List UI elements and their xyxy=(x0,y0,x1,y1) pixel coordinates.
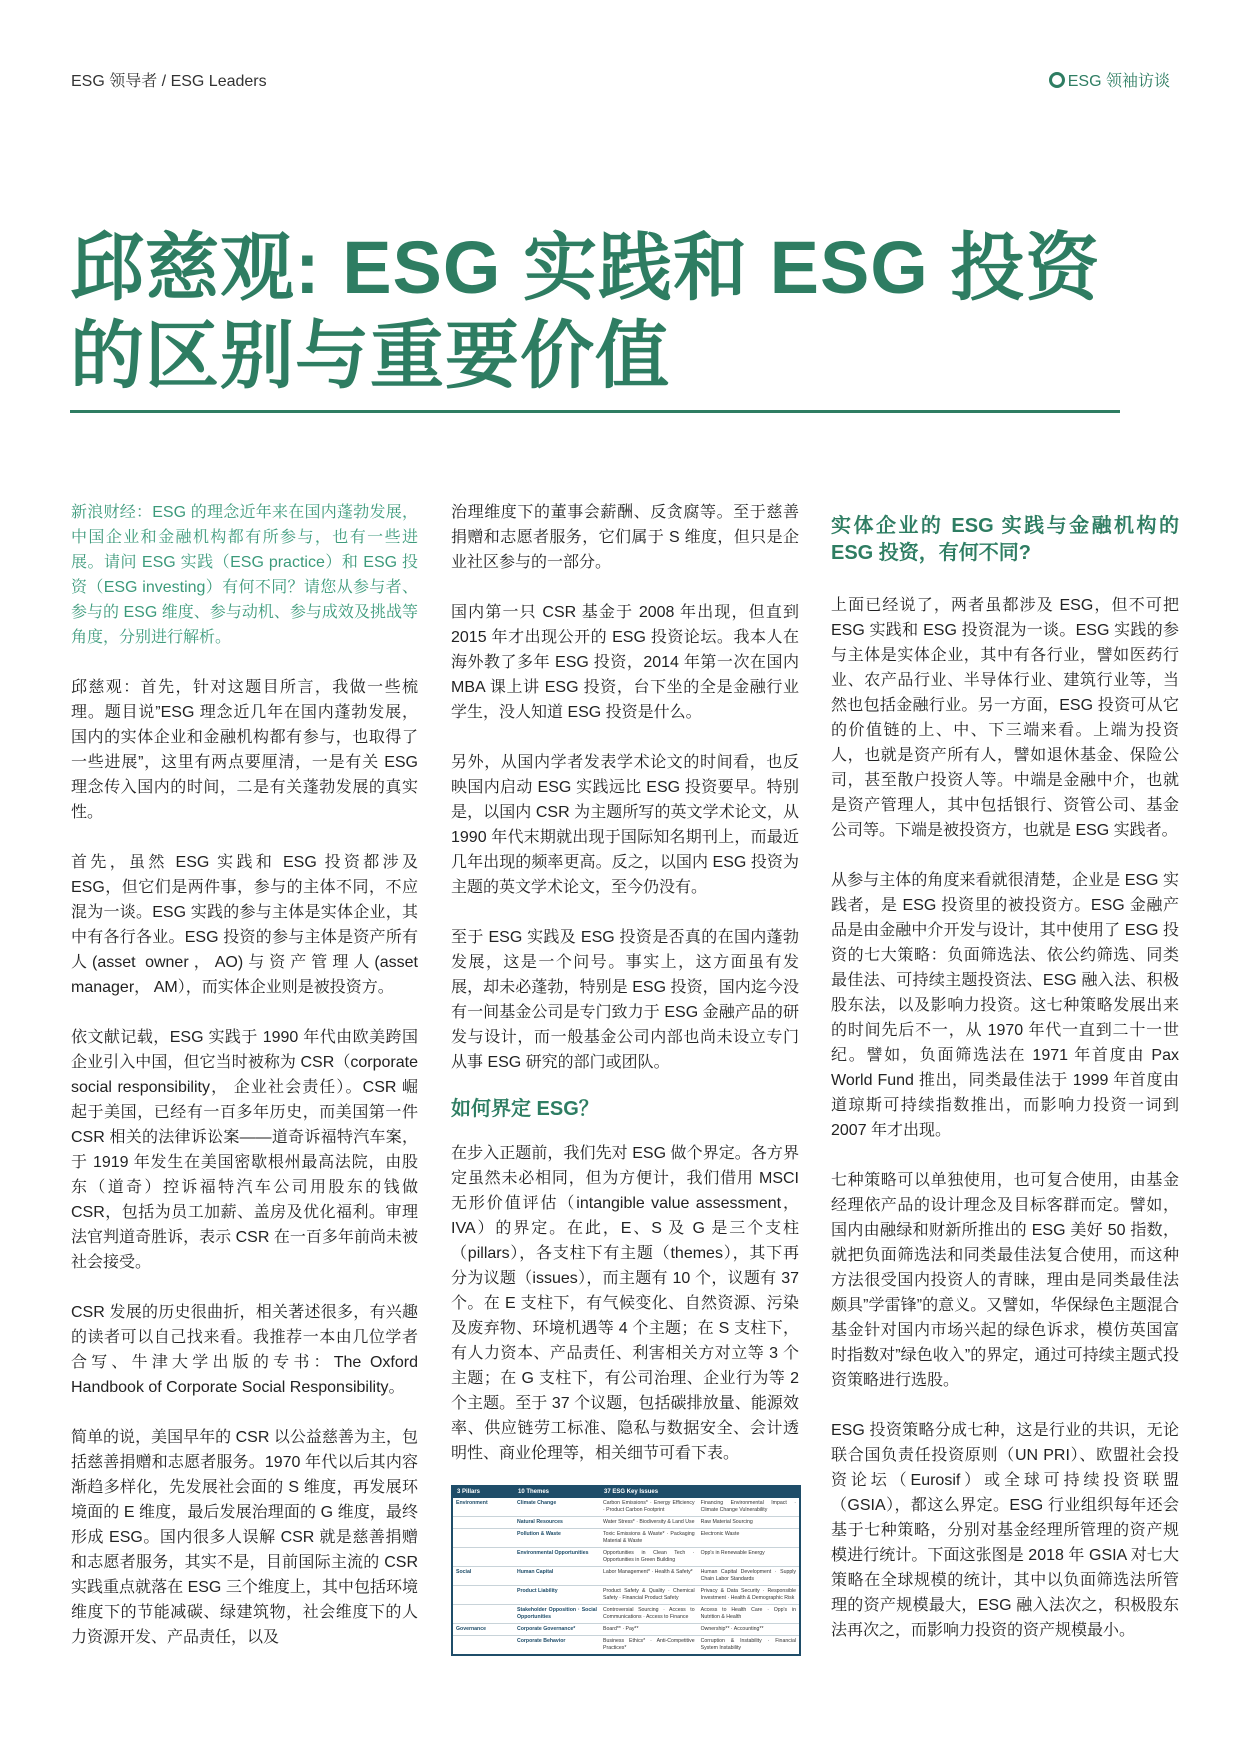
paragraph: 首先，虽然 ESG 实践和 ESG 投资都涉及 ESG，但它们是两件事，参与的主体不同，不应混为一谈。ESG 实践的参与主体是实体企业，其中有各行各业。ESG 投资的参与主体是资产所有人(asset owner，AO)与资产管理人(asset manager， AM），而实体企业则是被投资方。 xyxy=(71,854,418,996)
table-cell xyxy=(452,1548,514,1567)
table-cell: Controversial Sourcing · Access to Communications · Access to Finance xyxy=(600,1605,698,1624)
table-cell: Product Safety & Quality · Chemical Safety · Financial Product Safety xyxy=(600,1586,698,1605)
running-header-section: ESG 领导者 / ESG Leaders xyxy=(71,73,267,90)
table-cell: Natural Resources xyxy=(514,1517,600,1529)
section-heading: 实体企业的 ESG 实践与金融机构的 ESG 投资，有何不同? xyxy=(831,515,1179,564)
table-row xyxy=(452,1529,800,1548)
paragraph: 在步入正题前，我们先对 ESG 做个界定。各方界定虽然未必相同，但为方便计，我们借用 MSCI 无形价值评估（intangible value assessment， IVA）的界定。在此，E、S 及 G 是三个支柱（pillars），各支柱下有主题（themes），其下再分为议题（issues），而主题有 10 个，议题有 37 个。在 E 支柱下，有气候变化、自然资源、污染及废弃物、环境机遇等 4 个主题；在 S 支柱下，有人力资本、产品责任、利害相关方对立等 3 个主题；在 G 支柱下，有公司治理、企业行为等 2 个主题。至于 37 个议题，包括碳排放量、能源效率、供应链劳工标准、隐私与数据安全、会计透明性、商业伦理等，相关细节可看下表。 xyxy=(451,1145,799,1462)
table-cell: Product Liability xyxy=(514,1586,600,1605)
table-row xyxy=(452,1567,800,1586)
paragraph: 国内第一只 CSR 基金于 2008 年出现，但直到 2015 年才出现公开的 ESG 投资论坛。我本人在海外教了多年 ESG 投资，2014 年第一次在国内 MBA 课上讲 ESG 投资，台下坐的全是金融行业学生，没人知道 ESG 投资是什么。 xyxy=(451,604,799,721)
title-line-2: 的区别与重要价值 xyxy=(70,314,670,397)
table-cell: Labor Management* · Health & Safety* xyxy=(600,1567,698,1586)
paragraph: 从参与主体的角度来看就很清楚，企业是 ESG 实践者，是 ESG 投资里的被投资方。ESG 金融产品是由金融中介开发与设计，其中使用了 ESG 投资的七大策略：负面筛选法、依公约筛选、同类最佳法、可持续主题投资法、ESG 融入法、积极股东法，以及影响力投资。这七种策略发展出来的时间先后不一，从 1970 年代一直到二十一世纪。譬如，负面筛选法在 1971 年首度由 Pax World Fund 推出，同类最佳法于 1999 年首度由道琼斯可持续指数推出，而影响力投资一词到 2007 年才出现。 xyxy=(831,872,1179,1139)
running-header-column xyxy=(1049,68,1170,91)
column-2 xyxy=(451,500,799,1656)
table-cell: Environmental Opportunities xyxy=(514,1548,600,1567)
table-cell: Electronic Waste xyxy=(698,1529,800,1548)
table-row xyxy=(452,1605,800,1624)
table-cell xyxy=(452,1605,514,1624)
paragraph: 上面已经说了，两者虽都涉及 ESG，但不可把 ESG 实践和 ESG 投资混为一谈。ESG 实践的参与主体是实体企业，其中有各行业，譬如医药行业、农产品行业、半导体行业、建筑行业等，当然也包括金融行业。另一方面，ESG 投资可从它的价值链的上、中、下三端来看。上端为投资人，也就是资产所有人，譬如退休基金、保险公司，甚至散户投资人等。中端是金融中介，也就是资产管理人，其中包括银行、资管公司、基金公司等。下端是被投资方，也就是 ESG 实践者。 xyxy=(831,597,1179,839)
table-cell: Opp's in Renewable Energy xyxy=(698,1548,800,1567)
table-cell: Toxic Emissions & Waste* · Packaging Material & Waste xyxy=(600,1529,698,1548)
paragraph: ESG 投资策略分成七种，这是行业的共识，无论联合国负责任投资原则（UN PRI）、欧盟社会投资论坛（Eurosif）或全球可持续投资联盟（GSIA），都这么界定。ESG 行业组织每年还会基于七种策略，分别对基金经理所管理的资产规模进行统计。下面这张图是 2018 年 GSIA 对七大策略在全球规模的统计，其中以负面筛选法所管理的资产规模最大，ESG 融入法次之，积极股东法再次之，而影响力投资的资产规模最小。 xyxy=(831,1422,1179,1639)
table-cell: Corporate Behavior xyxy=(514,1636,600,1656)
table-row xyxy=(452,1624,800,1636)
table-cell: Privacy & Data Security · Responsible Investment · Health & Demographic Risk xyxy=(698,1586,800,1605)
column-label: ESG 领袖访谈 xyxy=(1067,73,1170,90)
table-cell: Pollution & Waste xyxy=(514,1529,600,1548)
circle-icon xyxy=(1049,72,1065,88)
table-cell: Stakeholder Opposition · Social Opportunities xyxy=(514,1605,600,1624)
table-row xyxy=(452,1586,800,1605)
table-cell xyxy=(452,1529,514,1548)
table-header-row xyxy=(452,1486,800,1498)
table-cell xyxy=(452,1517,514,1529)
table-cell: Water Stress* · Biodiversity & Land Use xyxy=(600,1517,698,1529)
table-cell xyxy=(452,1586,514,1605)
table-cell: Human Capital xyxy=(514,1567,600,1586)
table-header-cell: 37 ESG Key Issues xyxy=(600,1486,800,1498)
table-cell: Governance xyxy=(452,1624,514,1636)
title-divider xyxy=(70,410,1120,413)
table-cell: Board** · Pay** xyxy=(600,1624,698,1636)
paragraph: 邱慈观：首先，针对这题目所言，我做一些梳理。题目说”ESG 理念近几年在国内蓬勃发展，国内的实体企业和金融机构都有参与，也取得了一些进展”，这里有两点要厘清，一是有关 ESG 理念传入国内的时间，二是有关蓬勃发展的真实性。 xyxy=(71,679,418,821)
table-cell: Access to Health Care · Opp's in Nutrition & Health xyxy=(698,1605,800,1624)
table-cell: Human Capital Development · Supply Chain Labor Standards xyxy=(698,1567,800,1586)
table-cell: Financing Environmental Impact · Climate Change Vulnerability xyxy=(698,1498,800,1517)
table-cell: Climate Change xyxy=(514,1498,600,1517)
table-row xyxy=(452,1498,800,1517)
interview-question: 新浪财经：ESG 的理念近年来在国内蓬勃发展，中国企业和金融机构都有所参与，也有一些进展。请问 ESG 实践（ESG practice）和 ESG 投资（ESG investing）有何不同？请您从参与者、参与的 ESG 维度、参与动机、参与成效及挑战等角度，分别进行解析。 xyxy=(71,504,418,646)
table-cell: Carbon Emissions* · Energy Efficiency · Product Carbon Footprint xyxy=(600,1498,698,1517)
table-header-cell: 3 Pillars xyxy=(452,1486,514,1498)
paragraph: 依文献记载，ESG 实践于 1990 年代由欧美跨国企业引入中国，但它当时被称为 CSR（corporate social responsibility， 企业社会责任）。CSR 崛起于美国，已经有一百多年历史，而美国第一件 CSR 相关的法律诉讼案——道奇诉福特汽车案，于 1919 年发生在美国密歇根州最高法院，由股东（道奇）控诉福特汽车公司用股东的钱做 CSR，包括为员工加薪、盖房及优化福利。审理法官判道奇胜诉，表示 CSR 在一百多年前尚未被社会接受。 xyxy=(71,1029,418,1271)
paragraph: 至于 ESG 实践及 ESG 投资是否真的在国内蓬勃发展，这是一个问号。事实上，这方面虽有发展，却未必蓬勃，特别是 ESG 投资，国内迄今没有一间基金公司是专门致力于 ESG 金融产品的研发与设计，而一般基金公司内部也尚未设立专门从事 ESG 研究的部门或团队。 xyxy=(451,929,799,1071)
paragraph: 另外，从国内学者发表学术论文的时间看，也反映国内启动 ESG 实践远比 ESG 投资要早。特别是，以国内 CSR 为主题所写的英文学术论文，从 1990 年代末期就出现于国际知名期刊上，而最近几年出现的频率更高。反之，以国内 ESG 投资为主题的英文学术论文，至今仍没有。 xyxy=(451,754,799,896)
paragraph: 七种策略可以单独使用，也可复合使用，由基金经理依产品的设计理念及目标客群而定。譬如，国内由融绿和财新所推出的 ESG 美好 50 指数，就把负面筛选法和同类最佳法复合使用，而这种方法很受国内投资人的青睐，理由是同类最佳法颇具”学雷锋”的意义。又譬如，华保绿色主题混合基金针对国内市场兴起的绿色诉求，模仿英国富时指数对”绿色收入”的界定，通过可持续主题式投资策略进行选股。 xyxy=(831,1172,1179,1389)
table-row xyxy=(452,1636,800,1656)
table-cell xyxy=(452,1636,514,1656)
table-cell: Raw Material Sourcing xyxy=(698,1517,800,1529)
paragraph: CSR 发展的历史很曲折，相关著述很多，有兴趣的读者可以自己找来看。我推荐一本由几位学者合写、牛津大学出版的专书：The Oxford Handbook of Corporate Social Responsibility。 xyxy=(71,1304,418,1396)
table-cell: Ownership** · Accounting** xyxy=(698,1624,800,1636)
esg-key-issues-table xyxy=(451,1485,801,1656)
table-row xyxy=(452,1517,800,1529)
table-cell: Social xyxy=(452,1567,514,1586)
table-row xyxy=(452,1548,800,1567)
table-cell: Environment xyxy=(452,1498,514,1517)
paragraph: 简单的说，美国早年的 CSR 以公益慈善为主，包括慈善捐赠和志愿者服务。1970 年代以后其内容渐趋多样化，先发展社会面的 S 维度，再发展环境面的 E 维度，最后发展治理面的 G 维度，最终形成 ESG。国内很多人误解 CSR 就是慈善捐赠和志愿者服务，其实不是，目前国际主流的 CSR 实践重点就落在 ESG 三个维度上，其中包括环境维度下的节能减碳、绿建筑物，社会维度下的人力资源开发、产品责任，以及 xyxy=(71,1429,418,1646)
paragraph: 治理维度下的董事会薪酬、反贪腐等。至于慈善捐赠和志愿者服务，它们属于 S 维度，但只是企业社区参与的一部分。 xyxy=(451,504,799,571)
column-3 xyxy=(831,513,1179,1668)
column-1 xyxy=(71,500,418,1675)
article-title xyxy=(70,224,1120,400)
table-header-cell: 10 Themes xyxy=(514,1486,600,1498)
table-cell: Corruption & Instability · Financial System Instability xyxy=(698,1636,800,1656)
table-cell: Corporate Governance* xyxy=(514,1624,600,1636)
table-cell: Opportunities in Clean Tech · Opportunities in Green Building xyxy=(600,1548,698,1567)
title-line-1: 邱慈观: ESG 实践和 ESG 投资 xyxy=(70,226,1101,309)
table-cell: Business Ethics* · Anti-Competitive Practices* xyxy=(600,1636,698,1656)
section-heading: 如何界定 ESG？ xyxy=(451,1098,599,1120)
